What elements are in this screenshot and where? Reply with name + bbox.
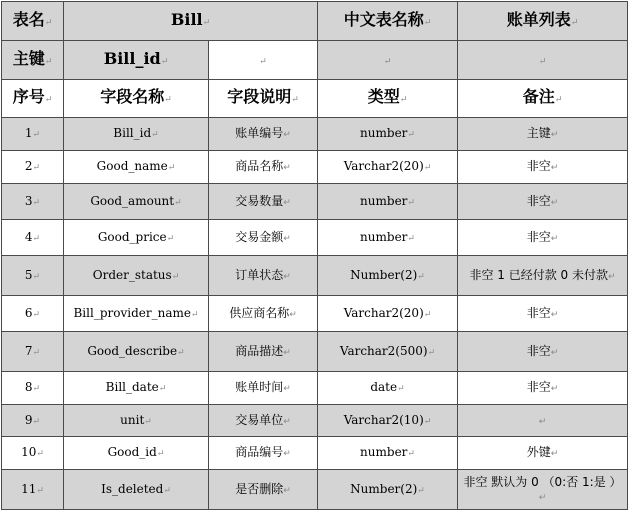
row-index-cell: 8↵ [2,372,64,405]
row-desc-cell: 是否删除↵ [209,470,318,510]
row-remark-cell: 非空↵ [458,296,628,332]
row-remark-cell: 主键↵ [458,118,628,151]
row-desc-cell: 商品编号↵ [209,437,318,470]
table-row [2,372,628,405]
table-row [2,220,628,256]
table-name-value: Bill↵ [64,2,318,41]
row-type-cell: date↵ [318,372,458,405]
row-desc-cell: 交易数量↵ [209,184,318,220]
row-remark-cell: ↵ [458,405,628,437]
row-index-cell: 2↵ [2,151,64,184]
chinese-name-value: 账单列表↵ [458,2,628,41]
row-remark-cell: 非空↵ [458,220,628,256]
bill-schema-table [1,1,628,510]
row-type-cell: Varchar2(500)↵ [318,332,458,372]
row-type-cell: Number(2)↵ [318,470,458,510]
row-desc-cell: 账单时间↵ [209,372,318,405]
row-type-cell: Number(2)↵ [318,256,458,296]
row-index-cell: 7↵ [2,332,64,372]
chinese-name-label: 中文表名称↵ [318,2,458,41]
table-row [2,151,628,184]
row-type-cell: number↵ [318,118,458,151]
row-type-cell: Varchar2(10)↵ [318,405,458,437]
row-field-cell: Is_deleted↵ [64,470,209,510]
table-row [2,405,628,437]
row-type-cell: number↵ [318,184,458,220]
col-header-desc: 字段说明↵ [209,80,318,118]
column-header-row [2,80,628,118]
row-field-cell: Bill_date↵ [64,372,209,405]
table-row [2,437,628,470]
table-row [2,470,628,510]
row-index-cell: 4↵ [2,220,64,256]
empty-cell: ↵ [209,41,318,80]
row-index-cell: 3↵ [2,184,64,220]
row-desc-cell: 商品描述↵ [209,332,318,372]
row-field-cell: Good_id↵ [64,437,209,470]
table-row [2,184,628,220]
table-name-label: 表名↵ [2,2,64,41]
table-row [2,118,628,151]
table-row [2,256,628,296]
col-header-remark: 备注↵ [458,80,628,118]
row-index-cell: 6↵ [2,296,64,332]
row-field-cell: Good_describe↵ [64,332,209,372]
primary-key-label: 主键↵ [2,41,64,80]
table-name-row [2,2,628,41]
row-remark-cell: 非空 1 已经付款 0 未付款↵ [458,256,628,296]
row-desc-cell: 订单状态↵ [209,256,318,296]
row-remark-cell: 非空↵ [458,151,628,184]
row-field-cell: Order_status↵ [64,256,209,296]
col-header-type: 类型↵ [318,80,458,118]
table-row [2,332,628,372]
row-field-cell: Good_amount↵ [64,184,209,220]
row-index-cell: 11↵ [2,470,64,510]
row-desc-cell: 交易单位↵ [209,405,318,437]
row-field-cell: Good_price↵ [64,220,209,256]
empty-cell: ↵ [318,41,458,80]
row-desc-cell: 账单编号↵ [209,118,318,151]
row-remark-cell: 非空↵ [458,372,628,405]
row-remark-cell: 非空 默认为 0 （0:否 1:是 ）↵ [458,470,628,510]
col-header-index: 序号↵ [2,80,64,118]
row-desc-cell: 供应商名称↵ [209,296,318,332]
col-header-field: 字段名称↵ [64,80,209,118]
row-type-cell: number↵ [318,220,458,256]
row-type-cell: number↵ [318,437,458,470]
empty-cell: ↵ [458,41,628,80]
row-field-cell: unit↵ [64,405,209,437]
row-field-cell: Bill_provider_name↵ [64,296,209,332]
row-index-cell: 1↵ [2,118,64,151]
row-type-cell: Varchar2(20)↵ [318,151,458,184]
row-field-cell: Bill_id↵ [64,118,209,151]
row-index-cell: 9↵ [2,405,64,437]
row-remark-cell: 外键↵ [458,437,628,470]
row-desc-cell: 交易金额↵ [209,220,318,256]
row-field-cell: Good_name↵ [64,151,209,184]
row-remark-cell: 非空↵ [458,332,628,372]
row-index-cell: 5↵ [2,256,64,296]
row-remark-cell: 非空↵ [458,184,628,220]
primary-key-row [2,41,628,80]
row-index-cell: 10↵ [2,437,64,470]
row-type-cell: Varchar2(20)↵ [318,296,458,332]
primary-key-value: Bill_id↵ [64,41,209,80]
table-row [2,296,628,332]
row-desc-cell: 商品名称↵ [209,151,318,184]
